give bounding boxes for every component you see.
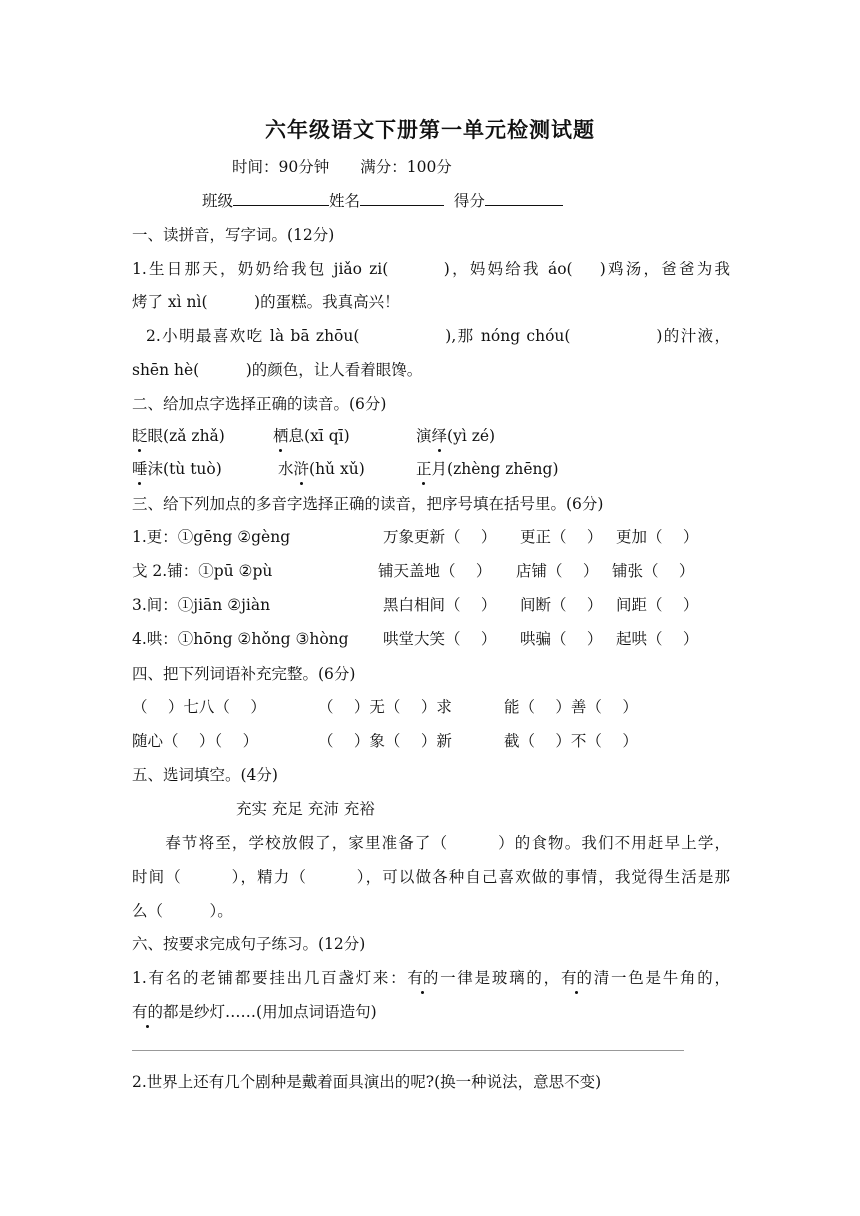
polyphone-word: 哄堂大笑（ ） xyxy=(383,630,497,648)
polyphone-row xyxy=(132,561,695,581)
section-6-q1-line-2: 有的都是纱灯……(用加点词语造句) xyxy=(132,1003,377,1021)
time-info: 时间：90分钟 满分：100分 xyxy=(232,158,452,176)
idiom-row xyxy=(132,697,638,717)
class-field[interactable] xyxy=(233,191,329,206)
score-field[interactable] xyxy=(485,191,563,206)
section-4-header: 四、把下列词语补充完整。(6分) xyxy=(132,665,356,683)
dotted-char: 浒 xyxy=(293,460,310,478)
idiom-item: （ ）象（ ）新 xyxy=(318,732,452,750)
dotted-char: 正 xyxy=(416,460,432,478)
section-1-line-3: 2.小明最喜欢吃 là bā zhōu( ),那 nóng chóu( )的汁液， xyxy=(146,327,730,345)
name-field[interactable] xyxy=(360,191,444,206)
polyphone-label: 1.更：①gēng ②gèng xyxy=(132,528,291,546)
polyphone-label: 4.哄：①hōng ②hǒng ③hòng xyxy=(132,630,349,648)
polyphone-word: 更加（ ） xyxy=(616,528,699,546)
section-2-header: 二、给加点字选择正确的读音。(6分) xyxy=(132,395,387,413)
polyphone-word: 铺张（ ） xyxy=(612,562,695,580)
polyphone-word: 间距（ ） xyxy=(616,596,699,614)
section-1-line-2: 烤了 xì nì( )的蛋糕。我真高兴！ xyxy=(132,293,400,311)
idiom-item: 截（ ）不（ ） xyxy=(504,732,638,750)
section-1-header: 一、读拼音，写字词。(12分) xyxy=(132,226,335,244)
polyphone-word: 铺天盖地（ ） xyxy=(378,562,492,580)
section-1-line-1: 1.生日那天，奶奶给我包 jiǎo zi( )，妈妈给我 áo( )鸡汤，爸爸为我 xyxy=(132,260,730,278)
polyphone-word: 黑白相间（ ） xyxy=(383,596,497,614)
polyphone-word: 更正（ ） xyxy=(520,528,603,546)
polyphone-word: 万象更新（ ） xyxy=(383,528,497,546)
pinyin-choice-item: 眨眼(zǎ zhǎ) xyxy=(132,427,225,445)
class-label: 班级 xyxy=(202,192,234,210)
idiom-item: 随心（ ）（ ） xyxy=(132,732,259,750)
section-1-line-4: shēn hè( )的颜色，让人看着眼馋。 xyxy=(132,361,423,379)
section-5-line-1: 春节将至，学校放假了，家里准备了（ ）的食物。我们不用赶早上学， xyxy=(132,834,730,852)
name-label: 姓名 xyxy=(329,192,361,210)
polyphone-word: 哄骗（ ） xyxy=(520,630,603,648)
dotted-word: 有的 xyxy=(407,969,439,987)
section-3-header: 三、给下列加点的多音字选择正确的读音，把序号填在括号里。(6分) xyxy=(132,495,604,513)
idiom-item: （ ）七八（ ） xyxy=(132,698,266,716)
dotted-char: 唾 xyxy=(132,460,148,478)
section-5-line-2: 时间（ ），精力（ ），可以做各种自己喜欢做的事情，我觉得生活是那 xyxy=(132,868,730,886)
section-6-q1-line-1: 1.有名的老铺都要挂出几百盏灯来：有的一律是玻璃的，有的清一色是牛角的， xyxy=(132,969,730,987)
score-label: 得分 xyxy=(453,192,485,210)
answer-line[interactable] xyxy=(132,1050,684,1051)
section-5-line-3: 么（ ）。 xyxy=(132,902,233,920)
dotted-char: 绎 xyxy=(431,427,448,445)
dotted-char: 栖 xyxy=(273,427,289,445)
polyphone-word: 店铺（ ） xyxy=(516,562,599,580)
polyphone-label: 3.间：①jiān ②jiàn xyxy=(132,596,271,614)
pinyin-choice-item: 演绎(yì zé) xyxy=(416,427,496,445)
student-info-row xyxy=(202,191,563,211)
section-6-header: 六、按要求完成句子练习。(12分) xyxy=(132,935,366,953)
dotted-word: 有的 xyxy=(560,969,592,987)
pinyin-choice-item: 栖息(xī qī) xyxy=(273,427,350,445)
word-bank: 充实 充足 充沛 充裕 xyxy=(236,800,375,818)
idiom-item: （ ）无（ ）求 xyxy=(318,698,452,716)
polyphone-label: 戈 2.铺：①pū ②pù xyxy=(132,562,273,580)
pinyin-choice-item: 水浒(hǔ xǔ) xyxy=(278,460,365,478)
page-title: 六年级语文下册第一单元检测试题 xyxy=(265,117,595,142)
polyphone-row xyxy=(132,595,699,615)
idiom-item: 能（ ）善（ ） xyxy=(504,698,638,716)
idiom-row xyxy=(132,731,638,751)
polyphone-row xyxy=(132,527,699,547)
polyphone-word: 间断（ ） xyxy=(520,596,603,614)
polyphone-word: 起哄（ ） xyxy=(616,630,699,648)
section-6-q2: 2.世界上还有几个剧种是戴着面具演出的呢?(换一种说法，意思不变) xyxy=(132,1073,602,1091)
pinyin-choice-item: 唾沫(tù tuò) xyxy=(132,460,222,478)
polyphone-row xyxy=(132,629,699,649)
dotted-word: 有的 xyxy=(132,1003,164,1021)
section-5-header: 五、选词填空。(4分) xyxy=(132,766,278,784)
dotted-char: 眨 xyxy=(132,427,148,445)
pinyin-choice-item: 正月(zhèng zhēng) xyxy=(416,460,559,478)
